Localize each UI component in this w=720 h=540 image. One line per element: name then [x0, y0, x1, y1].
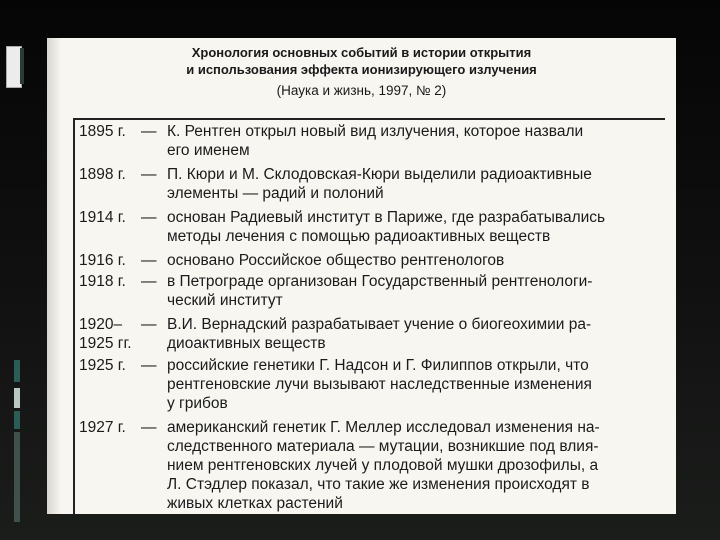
- slide-decoration-bar: [14, 432, 20, 522]
- event-line: В.И. Вернадский разрабатывает учение о биогеохимии ра-: [167, 316, 592, 333]
- slide-decoration-bar: [14, 411, 20, 429]
- event-text: [167, 418, 657, 513]
- event-text: [167, 122, 657, 160]
- event-dash: —: [141, 273, 157, 290]
- source-citation: (Наука и жизнь, 1997, № 2): [276, 83, 447, 98]
- event-year: 1927 г.: [79, 419, 126, 436]
- slide-decoration-bar: [14, 360, 20, 382]
- page-title-line: и использования эффекта ионизирующего излучения: [186, 62, 537, 77]
- event-line: диоактивных веществ: [167, 335, 326, 352]
- event-dash: —: [141, 316, 157, 333]
- event-line: рентгеновские лучи вызывают наследственные изменения: [167, 376, 592, 393]
- event-year: 1918 г.: [79, 273, 126, 290]
- event-text: [167, 272, 657, 310]
- event-text: [167, 208, 657, 246]
- event-dash: —: [141, 166, 157, 183]
- event-dash: —: [141, 123, 157, 140]
- scanned-page: [47, 38, 676, 514]
- event-year: 1914 г.: [79, 209, 126, 226]
- event-line: основан Радиевый институт в Париже, где разрабатывались: [167, 209, 606, 226]
- event-year: 1916 г.: [79, 252, 126, 269]
- event-line: в Петрограде организован Государственный рентгенологи-: [167, 273, 593, 290]
- event-line: П. Кюри и М. Склодовская-Кюри выделили радиоактивные: [167, 166, 592, 183]
- event-line: методы лечения с помощью радиоактивных веществ: [167, 228, 551, 245]
- event-line: основано Российское общество рентгенологов: [167, 252, 505, 269]
- event-line: нием рентгеновских лучей у плодовой мушки дрозофилы, а: [167, 457, 599, 474]
- event-text: [167, 356, 657, 413]
- event-line: Л. Стэдлер показал, что такие же изменения происходят в: [167, 476, 590, 493]
- event-line: следственного материала — мутации, возникшие под влия-: [167, 438, 599, 455]
- event-line: американский генетик Г. Меллер исследовал изменения на-: [167, 419, 600, 436]
- chronology-table: [73, 118, 665, 514]
- event-line: живых клетках растений: [167, 495, 343, 512]
- event-line: его именем: [167, 142, 250, 159]
- event-line: российские генетики Г. Надсон и Г. Филиппов открыли, что: [167, 357, 589, 374]
- event-text: [167, 165, 657, 203]
- event-line: элементы — радий и полоний: [167, 185, 384, 202]
- event-year: [79, 315, 137, 353]
- page-shadow: [47, 38, 61, 514]
- event-dash: —: [141, 252, 157, 269]
- event-dash: —: [141, 357, 157, 374]
- event-dash: —: [141, 419, 157, 436]
- page-header: [47, 44, 676, 100]
- event-year: 1925 г.: [79, 357, 126, 374]
- event-year-start: 1920–: [79, 316, 123, 333]
- event-text: [167, 251, 657, 270]
- event-year-end: 1925 гг.: [79, 335, 132, 352]
- event-year: 1898 г.: [79, 166, 126, 183]
- event-line: ческий институт: [167, 292, 283, 309]
- event-line: К. Рентген открыл новый вид излучения, которое назвали: [167, 123, 584, 140]
- event-text: [167, 315, 657, 353]
- event-dash: —: [141, 209, 157, 226]
- slide-decoration-bar: [14, 388, 20, 408]
- event-year: 1895 г.: [79, 123, 126, 140]
- page-title-line: Хронология основных событий в истории открытия: [191, 45, 532, 60]
- slide-decoration-strip: [20, 48, 24, 84]
- event-line: у грибов: [167, 395, 228, 412]
